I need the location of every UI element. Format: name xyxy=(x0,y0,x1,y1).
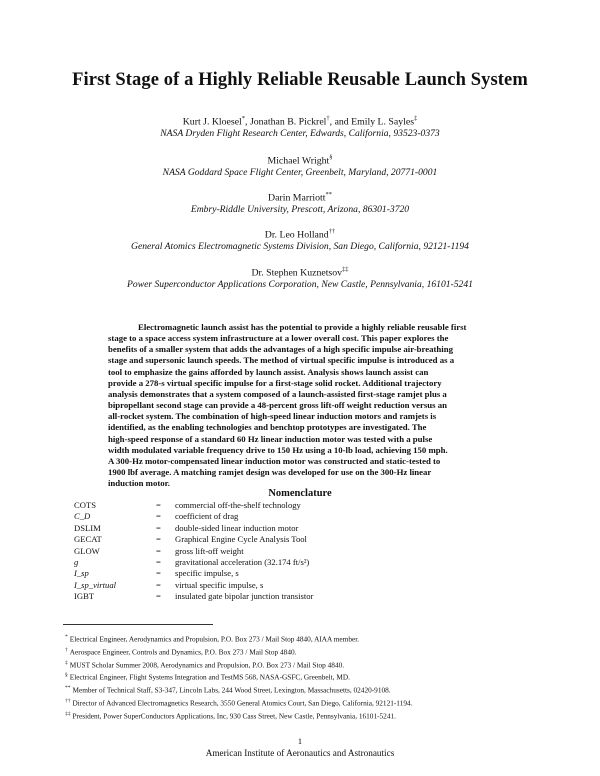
author-line xyxy=(0,189,600,204)
author-line xyxy=(0,152,600,167)
nomenclature-item: I_sp = specific impulse, s xyxy=(74,568,239,579)
nomenclature-definition: gravitational acceleration (32.174 ft/s²) xyxy=(175,556,310,567)
author-group-1 xyxy=(0,113,600,140)
footnote-text: Electrical Engineer, Aerodynamics and Propulsion, P.O. Box 273 / Mail Stop 4840, AIAA member. xyxy=(69,634,360,644)
author-name: Darin Marriott xyxy=(268,192,326,204)
author-line xyxy=(0,264,600,279)
page-footer: American Institute of Aeronautics and Astronautics xyxy=(205,748,395,758)
author-group-4 xyxy=(0,226,600,253)
footnote-mark: † xyxy=(65,646,68,653)
footnote xyxy=(65,632,545,645)
footnote-mark: ‡‡ xyxy=(342,266,349,273)
author-name: Jonathan B. Pickrel xyxy=(249,116,327,128)
author-group-2 xyxy=(0,152,600,179)
nomenclature-definition: Graphical Engine Cycle Analysis Tool xyxy=(175,534,307,545)
abstract-line: bipropellant second stage can provide a 48-percent gross lift-off weight reduction versus an xyxy=(108,400,447,411)
author-affiliation: Embry-Riddle University, Prescott, Arizona, 86301-3720 xyxy=(190,204,410,216)
author-group-5 xyxy=(0,264,600,291)
author-line: Kurt J. Kloesel*, Jonathan B. Pickrel†, and Emily L. Sayles‡ xyxy=(182,115,418,128)
nomenclature-symbol: I_sp_virtual xyxy=(74,579,117,590)
nomenclature-item: IGBT = insulated gate bipolar junction transistor xyxy=(74,591,314,602)
page-number: 1 xyxy=(297,736,303,746)
nomenclature-list xyxy=(74,500,534,603)
nomenclature-item: C_D = coefficient of drag xyxy=(74,511,239,522)
footnote-mark: †† xyxy=(65,698,71,705)
footnote xyxy=(65,670,545,683)
author-line xyxy=(0,226,600,241)
nomenclature-symbol: GECAT xyxy=(74,534,102,545)
footnote-mark: * xyxy=(65,634,68,640)
nomenclature-item: I_sp_virtual = virtual specific impulse, s xyxy=(74,579,264,590)
author-affiliation: NASA Goddard Space Flight Center, Greenbelt, Maryland, 20771-0001 xyxy=(162,167,438,179)
nomenclature-symbol: g xyxy=(74,556,79,567)
nomenclature-symbol: I_sp xyxy=(74,568,89,579)
abstract-line: Electromagnetic launch assist has the potential to provide a highly reliable reusable first xyxy=(138,322,467,332)
nomenclature-item: GLOW = gross lift-off weight xyxy=(74,545,244,556)
nomenclature-definition: commercial off-the-shelf technology xyxy=(175,500,301,510)
abstract-line: provide a 278-s virtual specific impulse for a first-stage solid rocket. Additional trajectory xyxy=(108,377,442,388)
paper-title: First Stage of a Highly Reliable Reusable Launch System xyxy=(72,70,528,90)
footnote xyxy=(65,683,545,696)
nomenclature-symbol: GLOW xyxy=(74,545,100,556)
abstract xyxy=(108,322,524,489)
footnote-mark: ‡ xyxy=(65,659,68,666)
footnote xyxy=(65,658,545,671)
nomenclature-symbol: C_D xyxy=(74,511,91,522)
nomenclature-item: COTS = commercial off-the-shelf technology xyxy=(74,500,301,510)
footnote-mark: ** xyxy=(65,685,71,692)
author-name: and Emily L. Sayles xyxy=(334,116,415,128)
footnote-text: Electrical Engineer, Flight Systems Integration and TestMS 568, NASA-GSFC, Greenbelt, MD. xyxy=(69,672,350,682)
abstract-line: tool to emphasize the gains afforded by launch assist. Analysis shows launch assist can xyxy=(108,366,429,377)
footnote-text: Member of Technical Staff, S3-347, Lincoln Labs, 244 Wood Street, Lexington, Massachusetts, 02420-9108. xyxy=(72,685,391,695)
footnote xyxy=(65,709,545,722)
nomenclature-definition: gross lift-off weight xyxy=(175,545,244,556)
footnotes xyxy=(65,632,545,722)
abstract-line: A 300-Hz motor-compensated linear induction motor was constructed and static-tested to xyxy=(108,455,441,466)
abstract-line: 1900 lbf average. A matching ramjet design was developed for use on the 300-Hz linear xyxy=(108,467,432,478)
footnote-text: President, Power SuperConductors Applications, Inc, 930 Cass Street, New Castle, Pennsylvania, 16101-5241. xyxy=(72,711,396,721)
nomenclature-definition: specific impulse, s xyxy=(175,568,239,579)
abstract-line: stage to a space access system infrastructure at a lower overall cost. This paper explores the xyxy=(108,333,449,344)
footnote-mark: * xyxy=(241,115,246,122)
nomenclature-item: g = gravitational acceleration (32.174 ft/s²) xyxy=(74,556,310,567)
author-group-3 xyxy=(0,189,600,216)
nomenclature-symbol: COTS xyxy=(74,500,96,510)
nomenclature-item: DSLIM = double-sided linear induction motor xyxy=(74,522,299,533)
nomenclature-symbol: IGBT xyxy=(74,591,95,602)
footnote-mark: § xyxy=(329,154,333,161)
footnote-text: MUST Scholar Summer 2008, Aerodynamics and Propulsion, P.O. Box 273 / Mail Stop 4840. xyxy=(69,660,345,670)
nomenclature-symbol: DSLIM xyxy=(74,522,101,533)
author-name: Dr. Leo Holland xyxy=(264,229,329,241)
footnote-mark: †† xyxy=(328,228,336,235)
author-name: Michael Wright xyxy=(267,155,330,167)
abstract-line: benefits of a smaller system that adds the advantages of a high specific impulse air-breathing xyxy=(108,344,453,355)
footnote xyxy=(65,645,545,658)
nomenclature-definition: insulated gate bipolar junction transistor xyxy=(175,591,314,602)
footnote-mark: § xyxy=(65,672,68,679)
footnote-text: Director of Advanced Electromagnetics Research, 3550 General Atomics Court, San Diego, California, 92121-1194. xyxy=(72,698,413,708)
abstract-line: identified, as the enabling technologies and benchtop prototypes are investigated. The xyxy=(108,422,427,433)
nomenclature-heading: Nomenclature xyxy=(268,488,332,499)
abstract-line: width modulated variable frequency drive to 150 Hz using a 10-lb load, achieving 150 mph. xyxy=(108,444,448,455)
author-name: Dr. Stephen Kuznetsov xyxy=(251,267,343,279)
footnote-mark: ‡ xyxy=(414,115,418,122)
abstract-line: all-rocket system. The combination of high-speed linear induction motors and ramjets is xyxy=(108,411,437,422)
footnote xyxy=(65,696,545,709)
abstract-line: induction motor. xyxy=(108,478,170,489)
abstract-line: high-speed response of a standard 60 Hz linear induction motor was tested with a pulse xyxy=(108,433,433,444)
footnote-text: Aerospace Engineer, Controls and Dynamics, P.O. Box 273 / Mail Stop 4840. xyxy=(69,647,297,657)
nomenclature-definition: virtual specific impulse, s xyxy=(175,579,264,590)
nomenclature-definition: double-sided linear induction motor xyxy=(175,522,299,533)
nomenclature-item: GECAT = Graphical Engine Cycle Analysis Tool xyxy=(74,534,307,545)
footnote-divider xyxy=(63,624,213,625)
author-affiliation: Power Superconductor Applications Corporation, New Castle, Pennsylvania, 16101-5241 xyxy=(127,279,473,291)
author-affiliation: General Atomics Electromagnetic Systems Division, San Diego, California, 92121-1194 xyxy=(131,241,469,253)
footnote-mark: ‡‡ xyxy=(65,710,71,717)
abstract-line: analysis demonstrates that a system composed of a launch-assisted first-stage ramjet plus a xyxy=(108,388,447,399)
footnote-mark: † xyxy=(326,115,330,122)
footnote-mark: ** xyxy=(325,191,332,198)
author-name: Kurt J. Kloesel xyxy=(182,116,242,128)
nomenclature-definition: coefficient of drag xyxy=(175,511,239,522)
abstract-line: stage and supersonic launch speeds. The method of virtual specific impulse is introduced as a xyxy=(108,355,455,366)
author-affiliation: NASA Dryden Flight Research Center, Edwards, California, 93523-0373 xyxy=(160,128,440,140)
